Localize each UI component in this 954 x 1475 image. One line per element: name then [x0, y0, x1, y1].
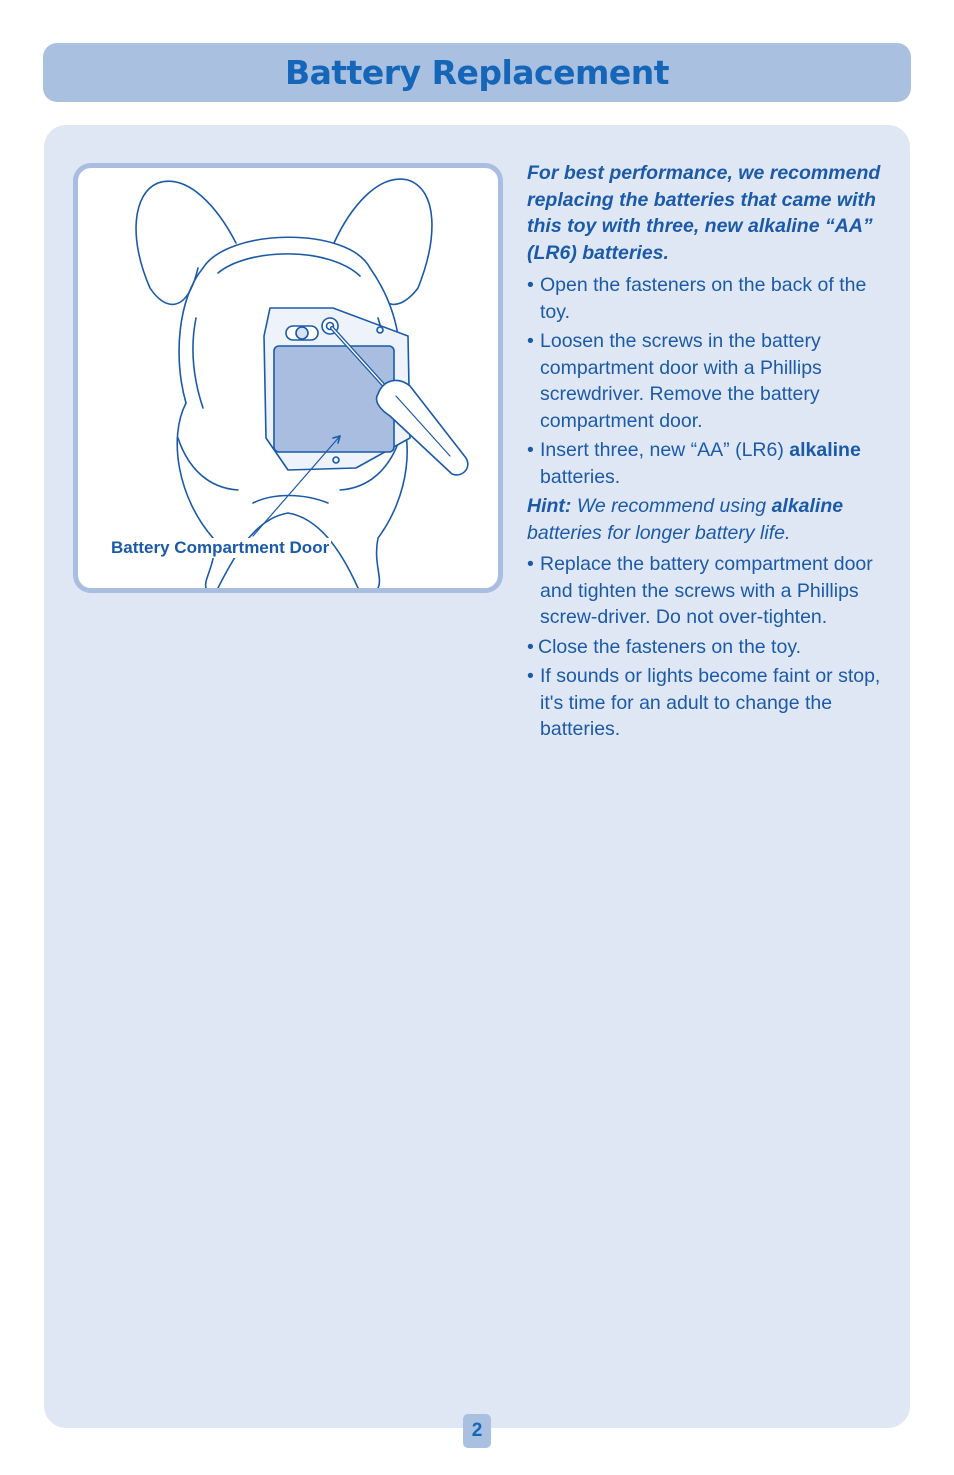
intro-text: For best performance, we recommend replacing the batteries that came with this toy with three, new alkaline “AA” (LR6) batteries. [527, 162, 881, 264]
instructions [527, 160, 897, 746]
steps-list-b [527, 551, 897, 743]
hint-text: Hint: We recommend using alkaline batteries for longer battery life. [527, 495, 844, 544]
figure-caption: Battery Compartment Door [111, 538, 330, 557]
list-item: • Close the fasteners on the toy. [527, 635, 802, 658]
page-number: 2 [463, 1414, 491, 1448]
list-item: • Replace the battery compartment door and tighten the screws with a Phillips screw-driver. Do not over-tighten. [527, 553, 873, 628]
illustration-box [73, 163, 503, 593]
list-item: • Open the fasteners on the back of the toy. [527, 274, 867, 323]
list-item: • If sounds or lights become faint or stop, it's time for an adult to change the batteries. [527, 665, 881, 740]
page-title: Battery Replacement [284, 53, 670, 92]
list-item: • Loosen the screws in the battery compartment door with a Phillips screwdriver. Remove the battery compartment door. [527, 330, 822, 432]
list-item: • Insert three, new “AA” (LR6) alkaline batteries. [527, 439, 861, 488]
steps-list-a [527, 272, 897, 490]
toy-back-illustration [78, 168, 498, 588]
title-bar [43, 43, 911, 102]
